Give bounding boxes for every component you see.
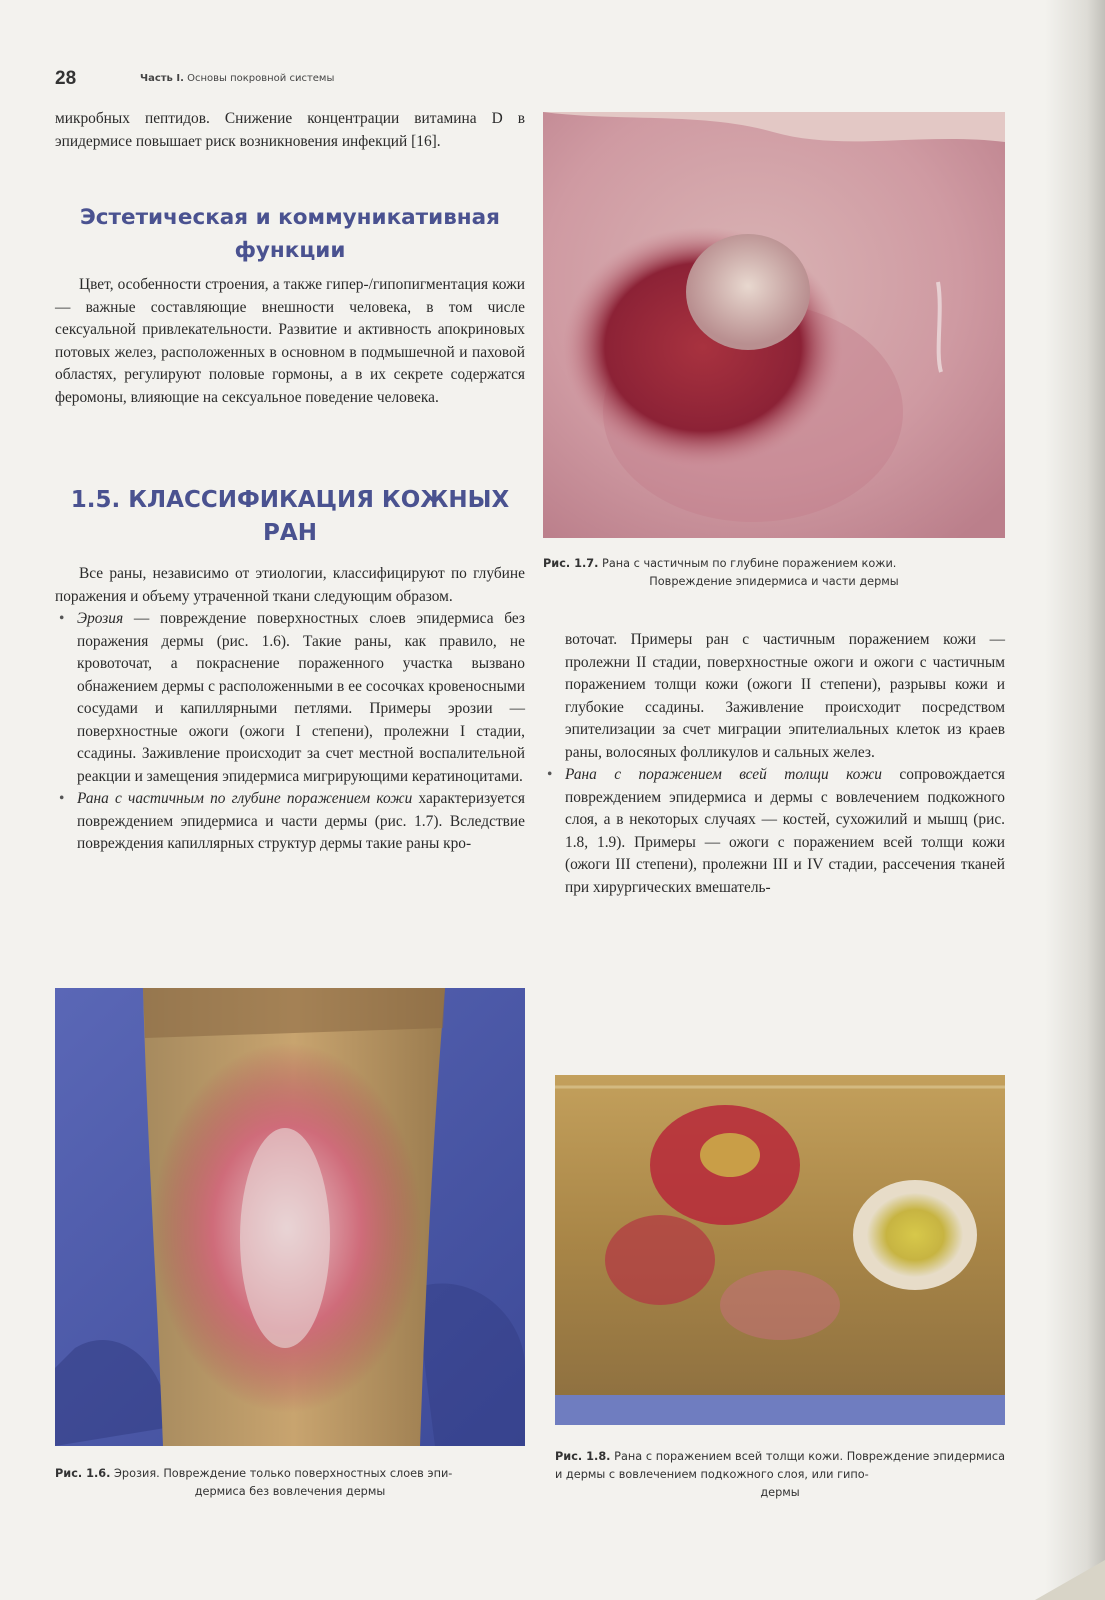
figure-1-7-caption — [543, 555, 1005, 591]
right-body — [547, 629, 1005, 899]
intro-paragraph: микробных пептидов. Снижение концентрации витамина D в эпидермисе повышает риск возникновения инфекций [16]. — [55, 110, 525, 150]
left-intro — [55, 108, 525, 153]
wound-type-list — [55, 608, 525, 856]
term-erosion: Эрозия — [77, 610, 124, 627]
bullet-icon: • — [59, 610, 65, 627]
part-label: Часть I. — [140, 73, 184, 84]
figure-1-8-photo — [555, 1075, 1005, 1425]
list-item-erosion — [55, 608, 525, 788]
list-item-partial-wound — [55, 788, 525, 856]
continuation-paragraph: воточат. Примеры ран с частичным поражением кожи — пролежни II стадии, поверхностные ожоги и ожоги с частичным поражением толщи кожи (ожоги II степени), разрывы кожи и глубокие ссадины. Заживление происходит посредством эпителизации за счет миграции эпителиальных клеток из краев раны, волосяных фолликулов и сальных желез. — [565, 631, 1005, 761]
page-number: 28 — [55, 68, 77, 89]
partial-wound-text: характеризуется повреждением эпидермиса и части дермы (рис. 1.7). Вследствие повреждения капиллярных структур дермы такие раны кро- — [77, 790, 525, 852]
figure-1-8-caption — [555, 1448, 1005, 1502]
aesthetic-body — [55, 274, 525, 409]
bullet-icon: • — [547, 766, 553, 783]
figure-1-8-text-line2: дермы — [760, 1486, 800, 1499]
section-heading: 1.5. КЛАССИФИКАЦИЯ КОЖНЫХ РАН — [70, 487, 510, 546]
aesthetic-heading: Эстетическая и коммуникативная функции — [80, 205, 500, 263]
term-full-thickness: Рана с поражением всей толщи кожи — [565, 766, 883, 783]
running-title — [140, 73, 334, 84]
figure-1-6-caption — [55, 1465, 525, 1501]
figure-1-6-text-line2: дермиса без вовлечения дермы — [194, 1485, 386, 1498]
bullet-icon: • — [59, 790, 65, 807]
figure-1-8-label: Рис. 1.8. — [555, 1450, 611, 1463]
aesthetic-paragraph: Цвет, особенности строения, а также гипер-/гипопигментация кожи — важные составляющие внешности человека, в том числе сексуальной привлекательности. Развитие и активность апокриновых потовых желез, расположенных в основном в подмышечной и паховой областях, регулируют половые гормоны, а в их секрете содержатся феромоны, влияющие на сексуальное поведение человека. — [55, 276, 525, 406]
full-thickness-text: сопровождается повреждением эпидермиса и дермы с вовлечением подкожного слоя, а в некоторых случаях — костей, сухожилий и мышц (рис. 1.8, 1.9). Примеры — ожоги с поражением всей толщи кожи (ожоги III степени), пролежни III и IV стадии, рассечения тканей при хирургических вмешатель- — [565, 766, 1005, 896]
partial-thickness-wound-image — [543, 112, 1005, 538]
figure-1-6-text: Эрозия. Повреждение только поверхностных слоев эпи- — [114, 1467, 453, 1480]
page-corner — [1035, 1560, 1105, 1600]
erosion-text: — повреждение поверхностных слоев эпидермиса без поражения дермы (рис. 1.6). Такие раны, как правило, не кровоточат, а покраснение пораженного участка вызвано обнажением дермы с расположенными в ее сосочках кровеносными сосудами и капиллярными петлями. Примеры эрозии — поверхностные ожоги (ожоги I степени), пролежни I стадии, ссадины. Заживление происходит за счет местной воспалительной реакции и замещения эпидермиса мигрирующими кератиноцитами. — [77, 610, 525, 785]
figure-1-6-photo — [55, 988, 525, 1446]
erosion-image — [55, 988, 525, 1446]
figure-1-8-text: Рана с поражением всей толщи кожи. Повреждение эпидермиса и дермы с вовлечением подкожного слоя, или гипо- — [555, 1450, 1006, 1481]
classification-body — [55, 563, 525, 856]
list-item-full-thickness — [543, 764, 1005, 899]
figure-1-7-label: Рис. 1.7. — [543, 557, 599, 570]
figure-1-6-label: Рис. 1.6. — [55, 1467, 111, 1480]
figure-1-7-photo — [543, 112, 1005, 538]
part-title: Основы покровной системы — [187, 73, 335, 84]
wound-type-list-continued — [543, 764, 1005, 899]
running-header — [55, 68, 535, 92]
figure-1-7-text-line2: Повреждение эпидермиса и части дермы — [649, 575, 899, 588]
classification-paragraph: Все раны, независимо от этиологии, классифицируют по глубине поражения и объему утраченной ткани следующим образом. — [55, 565, 525, 605]
page-edge-shadow — [1045, 0, 1105, 1600]
full-thickness-wound-image — [555, 1075, 1005, 1425]
term-partial-wound: Рана с частичным по глубине поражением кожи — [77, 790, 413, 807]
figure-1-7-text: Рана с частичным по глубине поражением кожи. — [602, 557, 897, 570]
